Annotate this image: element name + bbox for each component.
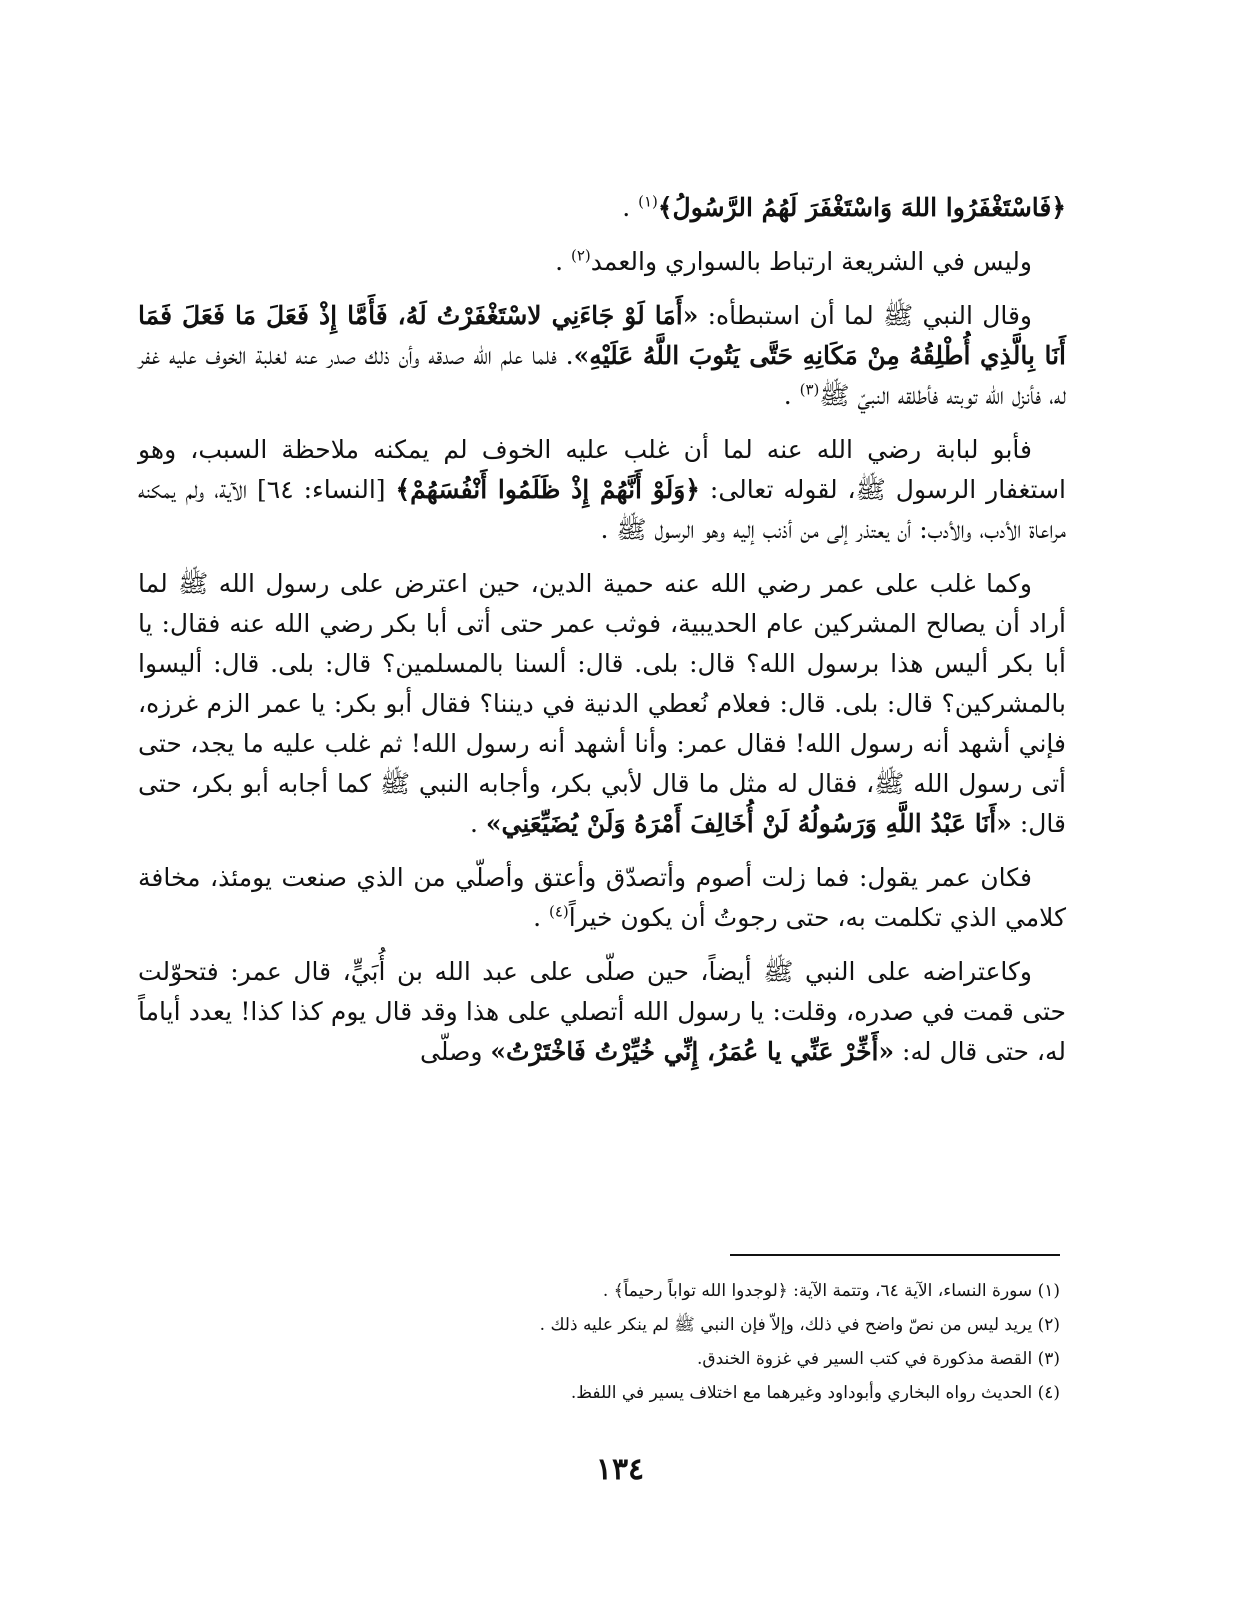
paragraph-abu-lubaba (138, 430, 1066, 550)
text-segment: فكان عمر يقول: فما زلت أصوم وأتصدّق وأعتق وأصلّي من الذي صنعت يومئذ، مخافة كلامي الذي تكلمت به، حتى رجوتُ أن يكون خيراً (138, 863, 1066, 932)
main-text (138, 188, 1066, 1086)
footnote-3: (٣) القصة مذكورة في كتب السير في غزوة الخندق. (696, 1349, 1060, 1369)
text-segment: وليس في الشريعة ارتباط بالسواري والعمد (590, 247, 1032, 276)
verse-text: ﴿فَاسْتَغْفَرُوا اللهَ وَاسْتَغْفَرَ لَهُمُ الرَّسُولُ﴾ (657, 193, 1066, 222)
verse-quote: ﴿وَلَوْ أَنَّهُمْ إِذْ ظَلَمُوا أَنْفُسَهُمْ﴾ (395, 475, 700, 504)
text-segment: . (622, 193, 639, 222)
text-segment: وقال النبي ﷺ لما أن استبطأه: (698, 301, 1033, 330)
paragraph-quran-verse (138, 188, 1066, 228)
hadith-quote: «أَخِّرْ عَنِّي يا عُمَرُ، إِنِّي خُيِّرْتُ فَاخْتَرْتُ» (490, 1037, 895, 1066)
paragraph-umar-hudaybiyyah (138, 564, 1066, 844)
text-segment: وصلّى (419, 1037, 491, 1066)
paragraph-shariah (138, 242, 1066, 282)
footnote-divider (730, 1254, 1060, 1256)
text-segment: . (555, 247, 571, 276)
hadith-quote: «أَمَا لَوْ جَاءَنِي لاسْتَغْفَرْتُ لَهُ، فَأَمَّا إِذْ فَعَلَ مَا فَعَلَ فَمَا أَنَا بِالَّذِي أُطْلِقُهُ مِنْ مَكَانِهِ حَتَّى يَتُوبَ اللَّهُ عَلَيْهِ» (138, 301, 1066, 370)
paragraph-umar-saying (138, 858, 1066, 938)
text-segment: . (533, 903, 549, 932)
footnote-4: (٤) الحديث رواه البخاري وأبوداود وغيرهما مع اختلاف يسير في اللفظ. (570, 1383, 1060, 1403)
hadith-quote: «أَنَا عَبْدُ اللَّهِ وَرَسُولُهُ لَنْ أُخَالِفَ أَمْرَهُ وَلَنْ يُضَيِّعَنِي» (485, 809, 1012, 838)
footnote-ref-1: (١) (638, 192, 658, 211)
paragraph-prophet-saying (138, 296, 1066, 416)
footnote-ref-4: (٤) (548, 902, 569, 921)
footnote-1: (١) سورة النساء، الآية ٦٤، وتتمة الآية: ﴿لوجدوا الله تواباً رحيماً﴾ . (602, 1281, 1060, 1301)
text-segment: وكما غلب على عمر رضي الله عنه حمية الدين، حين اعترض على رسول الله ﷺ لما أراد أن يصالح المشركين عام الحديبية، فوثب عمر حتى أتى أبا بكر رضي الله عنه فقال: يا أبا بكر أليس هذا برسول الله؟ قال: بلى. قال: ألسنا بالمسلمين؟ قال: بلى. قال: أليسوا بالمشركين؟ قال: بلى. قال: فعلام نُعطي الدنية في ديننا؟ فقال أبو بكر: يا عمر الزم غرزه، فإني أشهد أنه رسول الله! فقال عمر: وأنا أشهد أنه رسول الله! ثم غلب عليه ما يجد، حتى أتى رسول الله ﷺ، فقال له مثل ما قال لأبي بكر، وأجابه النبي ﷺ كما أجابه أبو بكر، حتى قال: (138, 569, 1066, 838)
text-segment: [النساء: ٦٤] الآية، ولم يمكنه مراعاة الأدب، والأدب: أن يعتذر إلى من أذنب إليه وهو الرسول ﷺ . (138, 475, 1066, 544)
footnote-2: (٢) يريد ليس من نصّ واضح في ذلك، وإلاّ فإن النبي ﷺ لم ينكر عليه ذلك . (539, 1315, 1060, 1335)
footnote-ref-2: (٢) (570, 246, 591, 265)
footnote-ref-3: (٣) (799, 380, 820, 399)
text-segment: فأبو لبابة رضي الله عنه لما أن غلب عليه الخوف لم يمكنه ملاحظة السبب، وهو استغفار الرسول ﷺ، لقوله تعالى: (138, 435, 1066, 504)
text-segment: . (469, 809, 486, 838)
text-segment: وكاعتراضه على النبي ﷺ أيضاً، حين صلّى على عبد الله بن أُبَيٍّ، قال عمر: فتحوّلت حتى قمت في صدره، وقلت: يا رسول الله أتصلي على هذا وقد قال يوم كذا كذا! يعدد أياماً له، حتى قال له: (138, 957, 1066, 1066)
footnotes (300, 1274, 1060, 1410)
page-number: ١٣٤ (595, 1452, 645, 1487)
text-segment: . فلما علم الله صدقه وأن ذلك صدر عنه لغلبة الخوف عليه غفر له، فأنزل الله توبته فأطلقه النبيّ ﷺ (138, 341, 1066, 410)
paragraph-umar-objection (138, 952, 1066, 1072)
text-segment: . (783, 381, 800, 410)
